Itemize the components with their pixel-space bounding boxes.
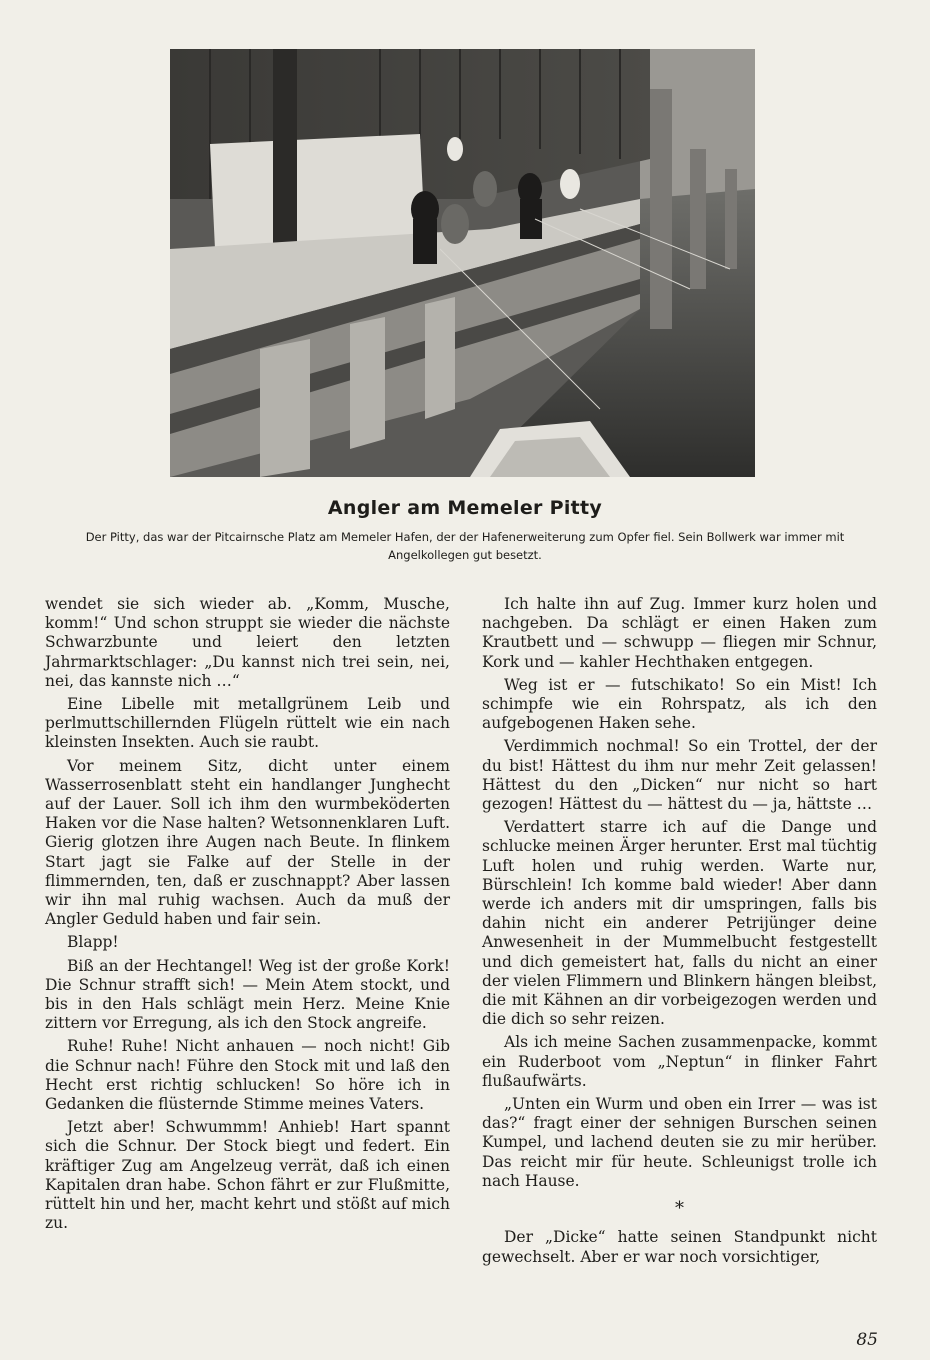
paragraph: Der „Dicke“ hatte seinen Standpunkt nicht gewechselt. Aber er war noch vorsichtiger, <box>482 1228 877 1266</box>
photo-illustration <box>170 49 755 477</box>
paragraph: Verdimmich nochmal! So ein Trottel, der der du bist! Hättest du ihm nur mehr Zeit gelassen! Hättest du den „Dicken“ nur nicht so hart gezogen! Hättest du — hättest du — ja, hättste … <box>482 737 877 814</box>
paragraph: Blapp! <box>67 933 119 952</box>
paragraph: Ich halte ihn auf Zug. Immer kurz holen und nachgeben. Da schlägt er einen Haken zum Krautbett und — schwupp — fliegen mir Schnur, Kork und — kahler Hechthaken entgegen. <box>482 595 877 671</box>
photo-caption-text: Der Pitty, das war der Pitcairnsche Platz am Memeler Hafen, der der Hafenerweiterung zum Opfer fiel. Sein Bollwerk war immer mit Angelkollegen gut besetzt. <box>85 530 845 562</box>
paragraph: Als ich meine Sachen zusammenpacke, kommt ein Ruderboot vom „Neptun“ in flinker Fahrt flußaufwärts. <box>482 1033 877 1090</box>
photo-caption-title: Angler am Memeler Pitty <box>327 497 603 519</box>
paragraph: „Unten ein Wurm und oben ein Irrer — was ist das?“ fragt einer der sehnigen Burschen seinen Kumpel, und lachend deuten sie zu mir herüber. Das reicht mir für heute. Schleunigst trolle ich nach Hause. <box>482 1095 877 1190</box>
paragraph: Ruhe! Ruhe! Nicht anhauen — noch nicht! Gib die Schnur nach! Führe den Stock mit und laß den Hecht erst richtig schlucken! So höre ich in Gedanken die flüsternde Stimme meines Vaters. <box>45 1037 450 1114</box>
paragraph: Vor meinem Sitz, dicht unter einem Wasserrosenblatt steht ein handlanger Junghecht auf der Lauer. Soll ich ihm den wurmbeköderten Haken vor die Nase halten? Wetsonnenklaren Luft. Gierig glotzen ihre Augen nach Beute. In flinkem Start jagt sie Falke auf der Stelle in der flimmernden, ten, daß er zuschnappt? Aber lassen wir ihn mal ruhig wachsen. Auch da muß der Angler Geduld haben und fair sein. <box>45 756 450 929</box>
page-number: 85 <box>856 1330 878 1350</box>
paragraph: Eine Libelle mit metallgrünem Leib und perlmuttschillernden Flügeln rüttelt wie ein nach kleinsten Insekten. Auch sie raubt. <box>45 695 450 752</box>
paragraph: wendet sie sich wieder ab. „Komm, Musche, komm!“ Und schon struppt sie wieder die nächste Schwarzbunte und leiert den letzten Jahrmarktschlager: „Du kannst nich trei sein, nei, nei, das kannste nich …“ <box>45 595 450 690</box>
paragraph: Verdattert starre ich auf die Dange und schlucke meinen Ärger herunter. Erst mal tüchtig Luft holen und ruhig werden. Warte nur, Bürschlein! Ich komme bald wieder! Aber dann werde ich anders mit dir umspringen, falls bis dahin nicht ein anderer Petrijünger deine Anwesenheit in der Mummelbucht festgestellt und dich gemeistert hat, falls du nicht an einer der vielen Flimmern und Blinkern hängen bleibst, die mit Kähnen an dir vorbeigezogen werden und die dich so sehr reizen. <box>482 818 877 1029</box>
paragraph: Biß an der Hechtangel! Weg ist der große Kork! Die Schnur strafft sich! — Mein Atem stockt, und bis in den Hals schlägt mein Herz. Meine Knie zittern vor Erregung, als ich den Stock angreife. <box>45 956 450 1033</box>
left-text-column <box>45 595 450 1238</box>
section-separator: * <box>675 1198 684 1220</box>
paragraph: Jetzt aber! Schwummm! Anhieb! Hart spannt sich die Schnur. Der Stock biegt und federt. Ein kräftiger Zug am Angelzeug verrät, daß ich einen Kapitalen dran habe. Schon fährt er zur Flußmitte, rüttelt hin und her, macht kehrt und stößt auf mich zu. <box>45 1118 450 1233</box>
paragraph: Weg ist er — futschikato! So ein Mist! Ich schimpfe wie ein Rohrspatz, als ich den aufgebogenen Haken sehe. <box>482 675 877 733</box>
harbor-photo <box>170 49 755 477</box>
right-text-column <box>482 595 877 1271</box>
